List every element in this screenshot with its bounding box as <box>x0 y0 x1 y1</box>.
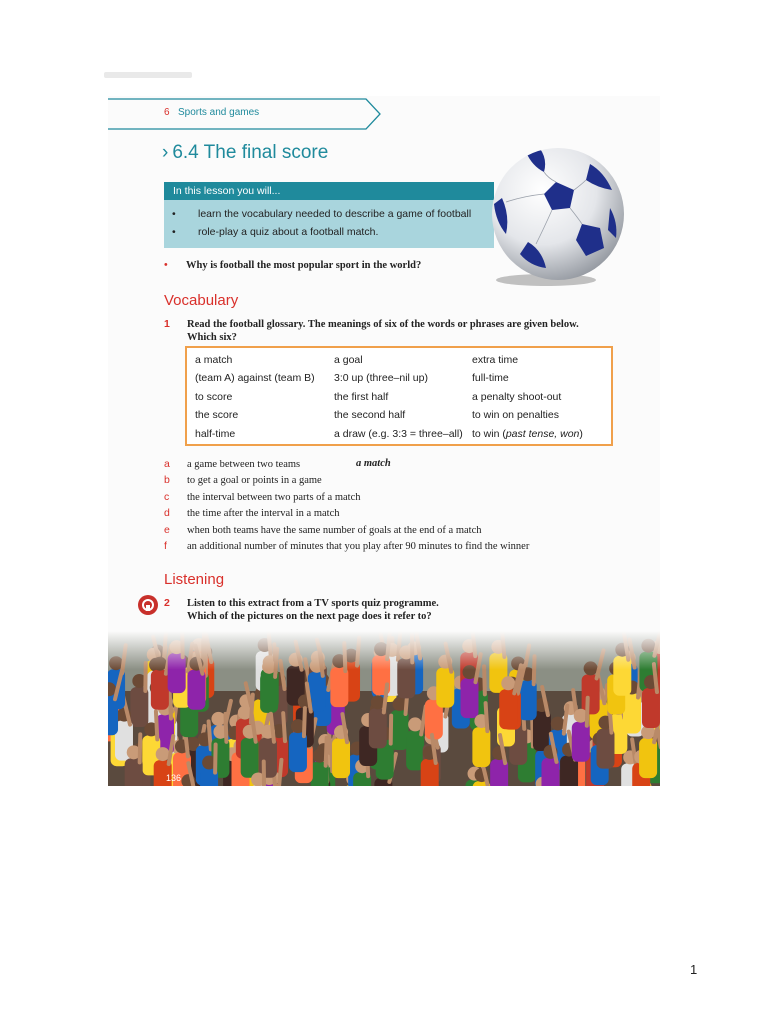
warmup-question: • Why is football the most popular sport in the world? <box>164 260 422 271</box>
listening-heading: Listening <box>164 571 225 588</box>
exercise-number: 2 <box>164 597 170 609</box>
glossary-term: to score <box>195 391 233 403</box>
glossary-term: the score <box>195 409 239 421</box>
lesson-title-text: 6.4 The final score <box>172 142 329 163</box>
exercise-instruction: Read the football glossary. The meanings of six of the words or phrases are given below. Which six? <box>187 319 579 343</box>
document-page-number: 1 <box>690 962 698 977</box>
textbook-page <box>108 96 660 786</box>
glossary-term: 3:0 up (three–nil up) <box>334 372 428 384</box>
definition-row: b to get a goal or points in a game <box>164 474 322 486</box>
lesson-title <box>162 142 328 164</box>
audio-headphones-icon[interactable] <box>138 595 158 615</box>
glossary-term: (team A) against (team B) <box>195 372 315 384</box>
glossary-term: extra time <box>472 354 519 366</box>
crowd-photo <box>108 631 660 786</box>
objective-item: • learn the vocabulary needed to describe a game of football <box>172 208 472 220</box>
objectives-list <box>164 200 494 248</box>
printed-page-number: 136 <box>166 773 182 783</box>
vocabulary-heading: Vocabulary <box>164 292 239 309</box>
football-icon <box>486 138 626 288</box>
glossary-term: a draw (e.g. 3:3 = three–all) <box>334 428 463 440</box>
definition-row: f an additional number of minutes that you play after 90 minutes to find the winner <box>164 540 530 552</box>
glossary-term: the second half <box>334 409 406 421</box>
glossary-term: to win on penalties <box>472 409 559 421</box>
glossary-term: full-time <box>472 372 509 384</box>
page-tab-shadow <box>104 72 192 78</box>
glossary-term: half-time <box>195 428 236 440</box>
unit-banner <box>108 98 382 128</box>
definition-row: c the interval between two parts of a match <box>164 491 361 503</box>
glossary-box <box>185 346 613 446</box>
glossary-term: a penalty shoot-out <box>472 391 562 403</box>
definition-row: a a game between two teams a match <box>164 458 391 470</box>
glossary-term: the first half <box>334 391 389 403</box>
objectives-heading: In this lesson you will... <box>164 182 494 200</box>
definition-row: d the time after the interval in a match <box>164 507 340 519</box>
bullet-icon: • <box>164 260 168 271</box>
glossary-term: a goal <box>334 354 363 366</box>
glossary-term: a match <box>195 354 233 366</box>
definition-answer: a match <box>356 458 391 469</box>
objective-item: • role-play a quiz about a football match. <box>172 226 379 238</box>
glossary-term: to win (past tense, won) <box>472 428 583 440</box>
unit-number: 6 <box>164 107 170 118</box>
definition-row: e when both teams have the same number of goals at the end of a match <box>164 524 482 536</box>
exercise-number: 1 <box>164 318 170 330</box>
chevron-right-icon: › <box>162 142 169 163</box>
unit-name: Sports and games <box>178 107 260 118</box>
exercise-instruction: Listen to this extract from a TV sports quiz programme. Which of the pictures on the next page does it refer to? <box>187 598 439 622</box>
